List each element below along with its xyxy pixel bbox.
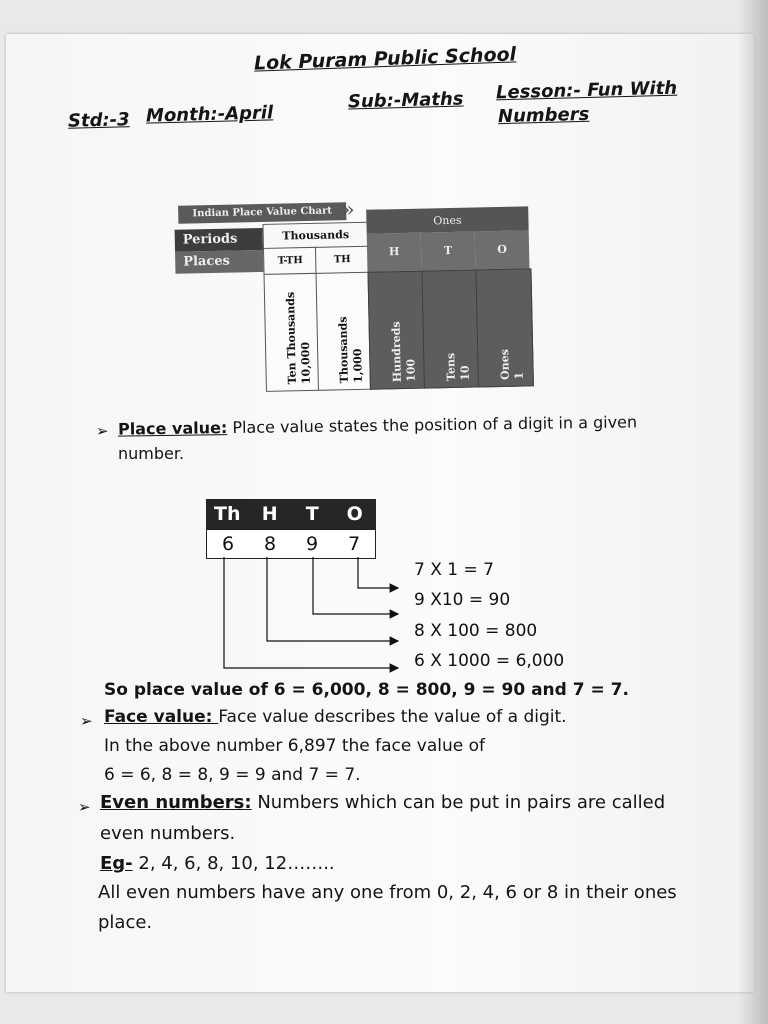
- column-name: Ten Thousands: [283, 291, 299, 385]
- column-name: Tens: [444, 352, 458, 382]
- place-value-term: Place value:: [117, 418, 228, 439]
- arrow-hundreds: [267, 557, 398, 641]
- school-name: Lok Puram Public School: [253, 43, 517, 75]
- header-o: O: [346, 503, 363, 525]
- place-tth: T-TH: [263, 247, 318, 276]
- column-name: Thousands: [336, 316, 351, 384]
- calc-tens: 9 X10 = 90: [414, 590, 511, 610]
- even-numbers-definition-cont: even numbers.: [100, 823, 236, 844]
- column-value: 10: [458, 365, 472, 381]
- standard-label: Std:-3: [67, 109, 130, 132]
- bullet-icon: ➢: [78, 798, 91, 816]
- even-numbers-example: [100, 853, 335, 874]
- column-name: Ones: [498, 348, 512, 381]
- face-value-result: 6 = 6, 8 = 8, 9 = 9 and 7 = 7.: [104, 765, 361, 785]
- subject-label: Sub:-Maths: [347, 88, 464, 113]
- lesson-label-cont: Numbers: [497, 103, 590, 128]
- column-name: Hundreds: [389, 321, 404, 383]
- even-numbers-rule-cont: place.: [98, 912, 153, 933]
- even-numbers-rule: All even numbers have any one from 0, 2, 4, 6 or 8 in their ones: [98, 882, 677, 903]
- place-value-text: Place value states the position of a digit in a given: [227, 412, 638, 438]
- calc-thousands: 6 X 1000 = 6,000: [414, 651, 565, 671]
- header-th: Th: [214, 503, 241, 525]
- column-value: 1: [512, 371, 526, 380]
- bullet-icon: ➢: [96, 422, 109, 440]
- calc-ones: 7 X 1 = 7: [414, 560, 494, 580]
- bullet-icon: ➢: [80, 712, 93, 730]
- month-label: Month:-April: [145, 102, 274, 127]
- header-t: T: [305, 503, 319, 525]
- digit-h: 8: [263, 533, 277, 555]
- periods-label: Periods: [175, 228, 263, 252]
- arrow-tens: [313, 557, 398, 614]
- place-value-definition-cont: number.: [118, 444, 185, 463]
- thousands-period: Thousands: [262, 222, 369, 250]
- example-values: 2, 4, 6, 8, 10, 12……..: [132, 853, 335, 874]
- lesson-label: Lesson:- Fun With: [495, 77, 678, 104]
- digit-o: 7: [347, 533, 361, 555]
- chart-title: Indian Place Value Chart: [178, 202, 346, 224]
- column-value: 1,000: [351, 348, 365, 384]
- even-numbers-text: Numbers which can be put in pairs are called: [251, 792, 666, 813]
- digit-t: 9: [305, 533, 319, 555]
- even-numbers-term: Even numbers:: [100, 792, 252, 813]
- place-h: H: [367, 233, 422, 272]
- arrow-ones: [358, 557, 398, 588]
- face-value-term: Face value:: [104, 707, 219, 727]
- arrow-thousands: [224, 557, 398, 668]
- column-value: 100: [404, 358, 418, 382]
- face-value-example: In the above number 6,897 the face value of: [104, 736, 485, 756]
- face-value-text: Face value describes the value of a digit.: [218, 707, 567, 727]
- example-label: Eg-: [100, 853, 133, 874]
- calc-hundreds: 8 X 100 = 800: [414, 621, 538, 641]
- ones-period: Ones: [366, 206, 528, 233]
- place-th: TH: [315, 246, 370, 275]
- header-h: H: [261, 503, 278, 525]
- place-value-summary: So place value of 6 = 6,000, 8 = 800, 9 = 90 and 7 = 7.: [104, 680, 629, 700]
- face-value-definition: [104, 707, 567, 727]
- chevron-right-icon: »: [341, 197, 355, 222]
- place-o: O: [475, 230, 530, 269]
- place-t: T: [421, 232, 476, 271]
- column-value: 10,000: [298, 341, 313, 385]
- places-label: Places: [175, 250, 263, 274]
- digit-th: 6: [221, 533, 235, 555]
- even-numbers-definition: [100, 792, 665, 813]
